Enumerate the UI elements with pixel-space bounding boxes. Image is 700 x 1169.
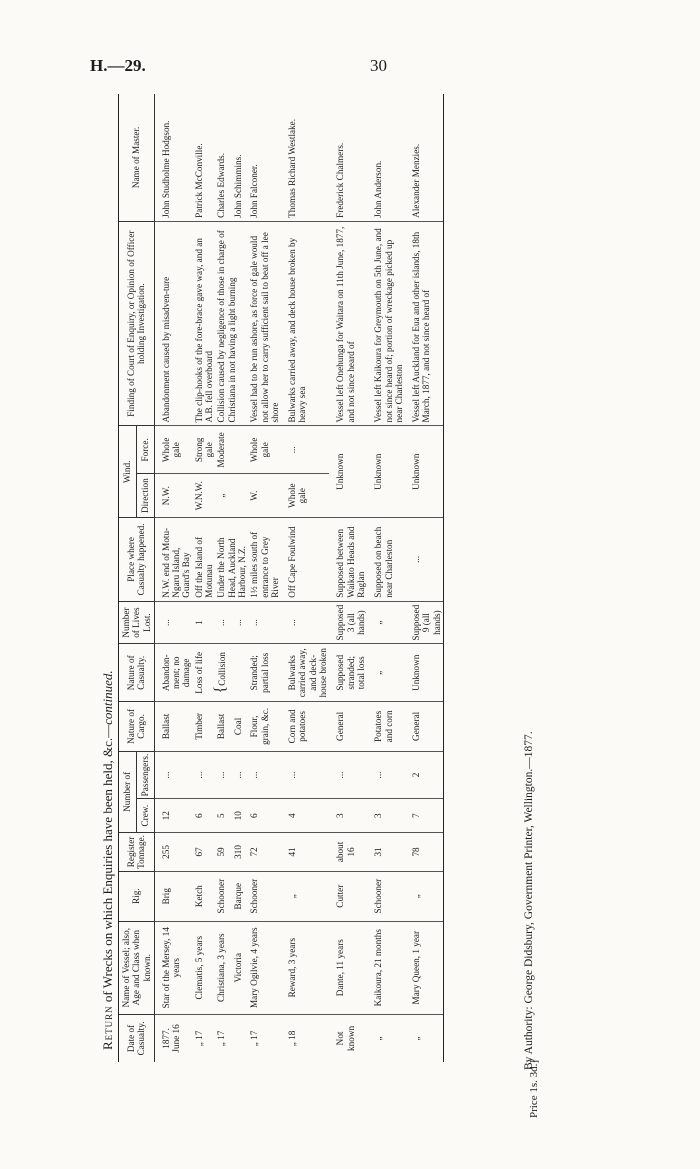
direction-cell: N.W. <box>154 474 192 518</box>
tonnage-cell: 310 <box>232 833 248 872</box>
force-cell: Whole gale <box>154 426 192 474</box>
place-cell: Off the Island of Motunau <box>193 518 216 602</box>
page-series-code: H.—29. <box>90 56 146 75</box>
cargo-cell: General <box>405 702 443 752</box>
casualty-cell: „ <box>367 644 405 702</box>
vessel-cell: Dante, 11 years <box>329 921 367 1014</box>
col-header-finding: Finding of Court of Enquiry, or Opinion of Officer holding Investigation. <box>119 221 155 426</box>
finding-cell: Vessel left Auckland for Eua and other islands, 18th March, 1877, and not since heard of <box>405 221 443 426</box>
casualty-cell: Supposed stranded; total loss <box>329 644 367 702</box>
place-cell: Off Cape Foulwind <box>281 518 329 602</box>
place-cell: Supposed on beach near Charleston <box>367 518 405 602</box>
date-cell: „ 17 <box>193 1030 204 1047</box>
passengers-cell: ... <box>232 751 248 799</box>
master-cell: Alexander Menzies. <box>405 94 443 221</box>
date-cell <box>232 1014 248 1062</box>
date-line-1: Not <box>335 1031 346 1046</box>
rig-cell: „ <box>405 871 443 921</box>
date-cell: „ <box>373 1036 384 1041</box>
date-line-2: known <box>345 1025 356 1051</box>
lives-cell: ... <box>154 601 192 644</box>
col-header-number-of: Number of <box>119 751 137 832</box>
finding-cell: Vessel left Kaikoura for Greymouth on 5th June, and not since heard of; portion of wreckage picked up near Charleston <box>367 221 405 426</box>
lives-cell: ... <box>215 601 231 644</box>
rig-cell: Ketch <box>193 871 216 921</box>
place-cell: 1½ miles south of entrance to Grey River <box>248 518 281 602</box>
casualty-cell: Loss of life <box>193 644 216 702</box>
col-header-passengers: Passengers. <box>136 751 154 799</box>
date-cell: „ 17 <box>249 1030 260 1047</box>
passengers-cell: ... <box>193 751 216 799</box>
table-row <box>248 94 281 1062</box>
passengers-cell: ... <box>281 751 329 799</box>
direction-cell: Whole gale <box>281 474 329 518</box>
master-cell: John Anderson. <box>367 94 405 221</box>
date-cell <box>154 1014 192 1062</box>
col-header-lives: Number of Lives Lost. <box>119 601 155 644</box>
vessel-cell: Star of the Mersey, 14 years <box>154 921 192 1014</box>
vessel-cell: Kaikoura, 21 months <box>367 921 405 1014</box>
passengers-cell: 2 <box>405 751 443 799</box>
crew-cell: 3 <box>367 799 405 833</box>
passengers-cell: ... <box>329 751 367 799</box>
direction-cell: W. <box>248 474 281 518</box>
tonnage-cell: about 16 <box>329 833 367 872</box>
cargo-cell: Timber <box>193 702 216 752</box>
crew-cell: 6 <box>248 799 281 833</box>
direction-cell: „ <box>215 474 248 518</box>
casualty-cell: Abandon-ment; no damage <box>154 644 192 702</box>
table-row <box>329 94 367 1062</box>
lives-cell: Supposed 3 (all hands) <box>329 601 367 644</box>
passengers-cell: ... <box>248 751 281 799</box>
casualty-cell <box>212 644 248 702</box>
title-prefix: Return <box>100 1005 115 1050</box>
table-row <box>193 94 216 1062</box>
cargo-cell: Coal <box>232 702 248 752</box>
rig-cell: Brig <box>154 871 192 921</box>
finding-cell: Vessel left Onehunga for Waitara on 11th June, 1877, and not since heard of <box>329 221 367 426</box>
casualty-cell: Unknown <box>405 644 443 702</box>
passengers-cell: ... <box>154 751 192 799</box>
lives-cell: ... <box>232 601 248 644</box>
rig-cell: Schooner <box>248 871 281 921</box>
master-cell: John Schimmins. <box>232 94 248 221</box>
crew-cell: 5 <box>215 799 231 833</box>
rig-cell: Schooner <box>215 871 231 921</box>
crew-cell: 4 <box>281 799 329 833</box>
wind-cell: Unknown <box>367 426 405 518</box>
force-cell: Moderate <box>215 426 248 474</box>
lives-cell: 1 <box>193 601 216 644</box>
tonnage-cell: 67 <box>193 833 216 872</box>
lives-cell: Supposed 9 (all hands) <box>405 601 443 644</box>
brace-icon: { <box>212 685 230 694</box>
vessel-cell: Mary Ogilvie, 4 years <box>248 921 281 1014</box>
vessel-cell: Mary Queen, 1 year <box>405 921 443 1014</box>
table-row <box>215 94 231 1062</box>
col-header-place: Place where Casualty happened. <box>119 518 155 602</box>
place-cell: Supposed between Waikato Heads and Raglan <box>329 518 367 602</box>
page-title <box>100 670 116 1050</box>
passengers-cell: ... <box>367 751 405 799</box>
crew-cell: 7 <box>405 799 443 833</box>
date-cell: „ 17 <box>216 1030 227 1047</box>
passengers-cell: ... <box>215 751 231 799</box>
col-header-crew: Crew. <box>136 799 154 833</box>
price-note: Price 1s. 3d.] <box>528 1059 540 1118</box>
crew-cell: 3 <box>329 799 367 833</box>
table-row <box>154 94 192 1062</box>
col-header-force: Force. <box>136 426 154 474</box>
wind-cell: Unknown <box>405 426 443 518</box>
cargo-cell: Ballast <box>154 702 192 752</box>
rig-cell: Schooner <box>367 871 405 921</box>
master-cell: Patrick McConville. <box>193 94 216 221</box>
col-header-master: Name of Master. <box>119 94 155 221</box>
table-row <box>281 94 329 1062</box>
place-cell: N.W. end of Motu-Ngaru Island, Guard's Bay <box>154 518 192 602</box>
master-cell: Thomas Richard Westlake. <box>281 94 329 221</box>
tonnage-cell: 41 <box>281 833 329 872</box>
date-day: June 16 <box>171 1024 182 1053</box>
col-header-vessel: Name of Vessel; also, Age and Class when known. <box>119 921 155 1014</box>
title-suffix: continued. <box>100 670 115 725</box>
col-header-direction: Direction <box>136 474 154 518</box>
finding-cell: Bulwarks carried away, and deck house broken by heavy sea <box>281 221 329 426</box>
crew-cell: 6 <box>193 799 216 833</box>
casualty-text: Collision <box>217 652 228 686</box>
wind-cell: Unknown <box>329 426 367 518</box>
date-year: 1877. <box>160 1028 171 1049</box>
wrecks-table-container <box>118 94 510 1062</box>
place-cell: Under the North Head, Auckland Harbour, N.Z. <box>215 518 248 602</box>
page-number: 30 <box>370 56 387 75</box>
cargo-cell: General <box>329 702 367 752</box>
crew-cell: 12 <box>154 799 192 833</box>
master-cell: Frederick Chalmers. <box>329 94 367 221</box>
finding-cell: The clip-hooks of the fore-brace gave way, and an A.B. fell overboard <box>193 221 216 426</box>
col-header-tonnage: Register Tonnage. <box>119 833 155 872</box>
tonnage-cell: 31 <box>367 833 405 872</box>
cargo-cell: Ballast <box>215 702 231 752</box>
direction-cell: W.N.W. <box>193 474 216 518</box>
master-cell: Charles Edwards. <box>215 94 231 221</box>
col-header-date: Date of Casualty. <box>119 1014 155 1062</box>
date-cell <box>329 1014 367 1062</box>
printer-authority: By Authority: George Didsbury, Government Printer, Wellington.—1877. <box>523 731 535 1070</box>
rig-cell: Barque <box>232 871 248 921</box>
master-cell: John Falconer. <box>248 94 281 221</box>
date-cell: „ 18 <box>287 1030 298 1047</box>
cargo-cell: Corn and potatoes <box>281 702 329 752</box>
lives-cell: ... <box>281 601 329 644</box>
wrecks-table <box>118 94 444 1062</box>
lives-cell: ... <box>248 601 281 644</box>
tonnage-cell: 255 <box>154 833 192 872</box>
title-main: of Wrecks on which Enquiries have been held, &c.— <box>100 724 115 1006</box>
vessel-cell: Clematis, 5 years <box>193 921 216 1014</box>
tonnage-cell: 78 <box>405 833 443 872</box>
rig-cell: Cutter <box>329 871 367 921</box>
col-header-cargo: Nature of Cargo. <box>119 702 155 752</box>
casualty-cell: Bulwarks carried away, and deck-house broken <box>281 644 329 702</box>
force-cell: ... <box>281 426 329 474</box>
casualty-cell: Stranded; partial loss <box>248 644 281 702</box>
force-cell: Whole gale <box>248 426 281 474</box>
force-cell: Strong gale <box>193 426 216 474</box>
crew-cell: 10 <box>232 799 248 833</box>
finding-cell: Vessel had to be run ashore, as force of gale would not allow her to carry sufficient sail to beat off a lee shore <box>248 221 281 426</box>
table-row <box>367 94 405 1062</box>
date-cell: „ <box>405 1014 443 1062</box>
col-header-wind: Wind. <box>119 426 137 518</box>
vessel-cell: Christiana, 3 years <box>215 921 231 1014</box>
rig-cell: „ <box>281 871 329 921</box>
lives-cell: „ <box>367 601 405 644</box>
finding-cell: Collision caused by negligence of those in charge of Christiana in not having a light burning <box>215 221 248 426</box>
finding-cell: Abandonment caused by misadven-ture <box>154 221 192 426</box>
vessel-cell: Reward, 3 years <box>281 921 329 1014</box>
tonnage-cell: 59 <box>215 833 231 872</box>
vessel-cell: Victoria <box>232 921 248 1014</box>
cargo-cell: Flour, grain, &c. <box>248 702 281 752</box>
place-cell: ... <box>405 518 443 602</box>
table-row <box>405 94 443 1062</box>
col-header-rig: Rig. <box>119 871 155 921</box>
cargo-cell: Potatoes and corn <box>367 702 405 752</box>
tonnage-cell: 72 <box>248 833 281 872</box>
master-cell: John Studholme Hodgson. <box>154 94 192 221</box>
col-header-casualty: Nature of Casualty. <box>119 644 155 702</box>
